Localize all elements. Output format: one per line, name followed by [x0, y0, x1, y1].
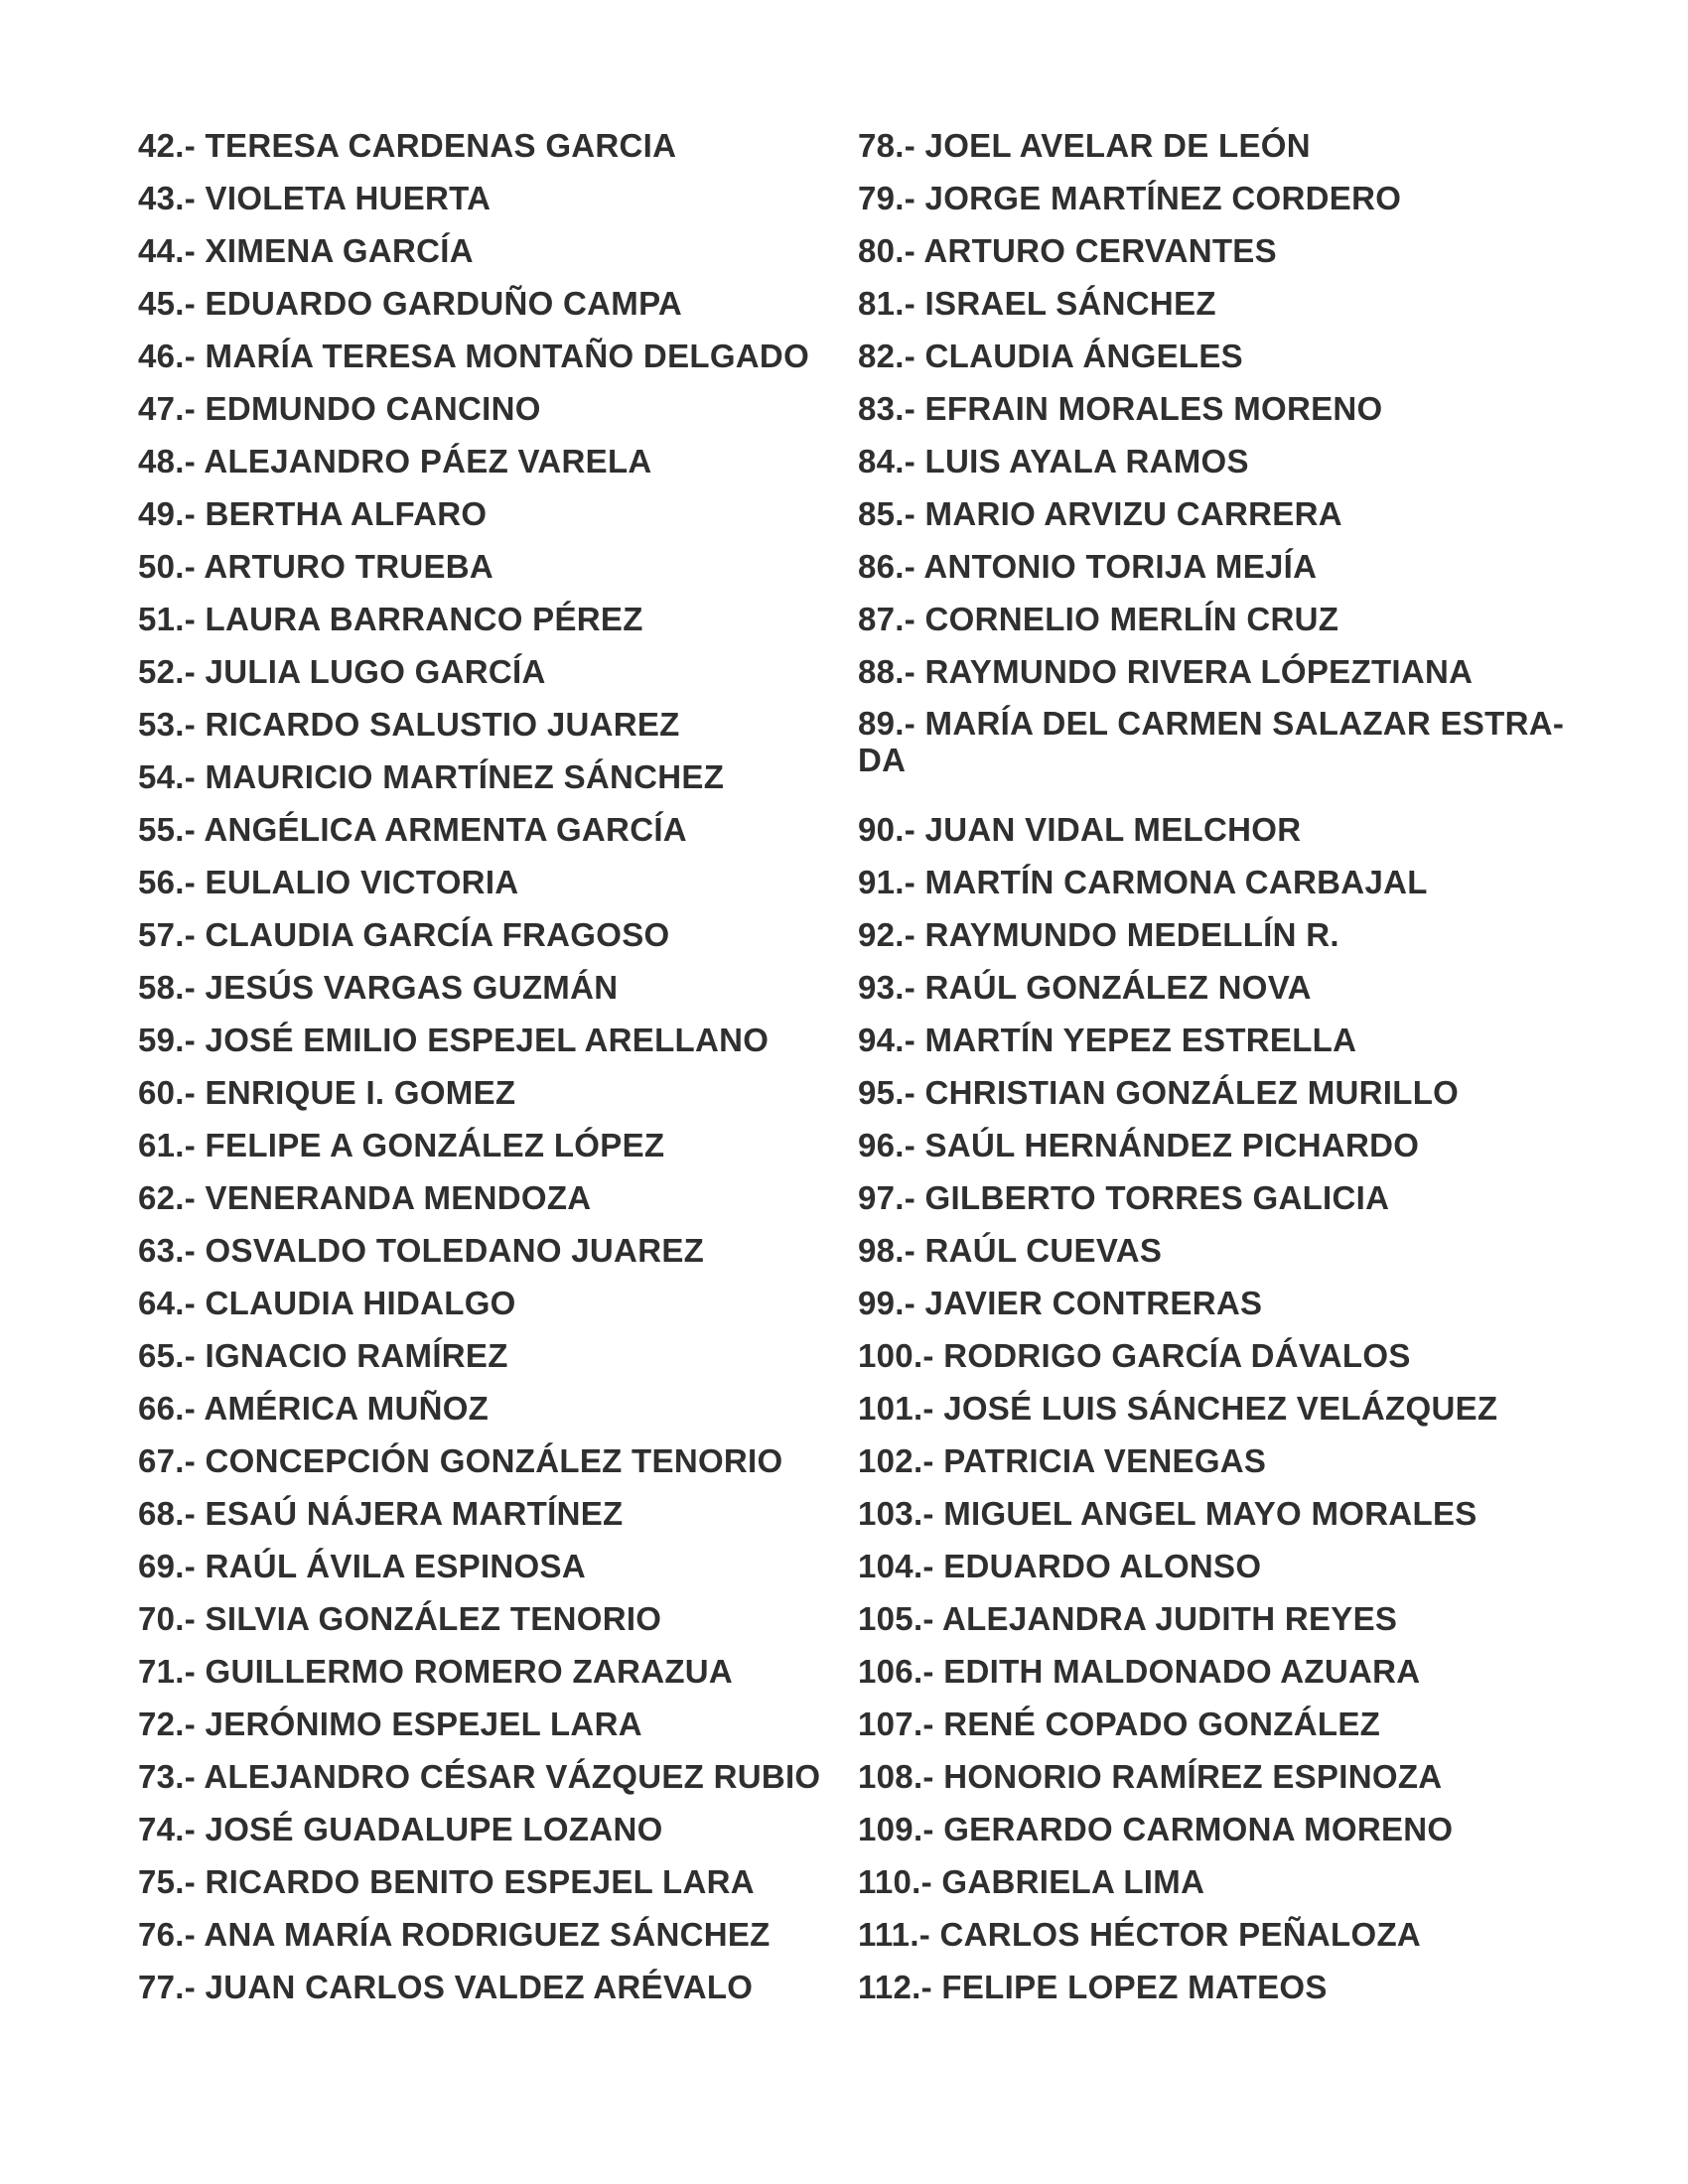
entry-name: GABRIELA LIMA: [941, 1863, 1205, 1900]
entry-number: 85.-: [858, 495, 916, 532]
entry-number: 107.-: [858, 1706, 934, 1742]
entry-number: 60.-: [138, 1074, 197, 1111]
entry-number: 59.-: [138, 1022, 197, 1058]
list-item: [858, 337, 1573, 389]
entry-name: ENRIQUE I. GOMEZ: [205, 1074, 516, 1111]
entry-name: ISRAEL SÁNCHEZ: [924, 285, 1216, 322]
list-item: [858, 1126, 1573, 1178]
entry-name: OSVALDO TOLEDANO JUAREZ: [205, 1232, 705, 1269]
list-item: [858, 1389, 1573, 1441]
list-item: [858, 1757, 1573, 1810]
entry-number: 91.-: [858, 864, 916, 900]
names-list-left-column: [138, 126, 833, 2020]
entry-number: 80.-: [858, 232, 916, 269]
list-item: [138, 179, 833, 231]
entry-name: EULALIO VICTORIA: [205, 864, 519, 900]
list-item: [858, 1178, 1573, 1231]
entry-name: ANGÉLICA ARMENTA GARCÍA: [204, 811, 687, 848]
entry-number: 105.-: [858, 1600, 934, 1637]
entry-number: 88.-: [858, 653, 916, 690]
list-item: [858, 915, 1573, 968]
list-item: [138, 1336, 833, 1389]
entry-number: 95.-: [858, 1074, 916, 1111]
entry-number: 109.-: [858, 1811, 934, 1847]
list-item: [138, 337, 833, 389]
list-item: [858, 1231, 1573, 1284]
entry-number: 93.-: [858, 969, 916, 1006]
list-item: [138, 1652, 833, 1705]
list-item: [138, 442, 833, 494]
list-item: [858, 600, 1573, 652]
entry-name: GUILLERMO ROMERO ZARAZUA: [205, 1653, 734, 1690]
list-item: [858, 863, 1573, 915]
entry-name: ANA MARÍA RODRIGUEZ SÁNCHEZ: [204, 1916, 771, 1953]
entry-number: 110.-: [858, 1863, 932, 1900]
entry-number: 45.-: [138, 285, 197, 322]
entry-number: 71.-: [138, 1653, 197, 1690]
entry-number: 112.-: [858, 1969, 932, 2005]
list-item: [858, 284, 1573, 337]
list-item: [858, 1599, 1573, 1652]
entry-name: GILBERTO TORRES GALICIA: [924, 1179, 1390, 1216]
list-item: [858, 442, 1573, 494]
entry-number: 43.-: [138, 180, 197, 216]
entry-name: MARTÍN YEPEZ ESTRELLA: [924, 1022, 1357, 1058]
entry-name: EDUARDO GARDUÑO CAMPA: [205, 285, 683, 322]
entry-name: RAÚL CUEVAS: [924, 1232, 1163, 1269]
entry-name: RENÉ COPADO GONZÁLEZ: [943, 1706, 1381, 1742]
list-item: [138, 1810, 833, 1862]
entry-number: 51.-: [138, 601, 197, 637]
entry-name: MAURICIO MARTÍNEZ SÁNCHEZ: [205, 758, 725, 795]
list-item: [858, 1441, 1573, 1494]
entry-number: 53.-: [138, 706, 197, 743]
list-item: [138, 231, 833, 284]
list-item: [858, 494, 1573, 547]
entry-name: JOEL AVELAR DE LEÓN: [924, 127, 1311, 164]
entry-number: 47.-: [138, 390, 197, 427]
entry-name: CLAUDIA GARCÍA FRAGOSO: [205, 916, 670, 953]
entry-name: MIGUEL ANGEL MAYO MORALES: [943, 1495, 1477, 1532]
list-item: [858, 389, 1573, 442]
entry-number: 106.-: [858, 1653, 934, 1690]
entry-name: MARÍA DEL CARMEN SALAZAR ESTRA-DA: [858, 705, 1565, 778]
list-item: [858, 547, 1573, 600]
list-item: [138, 915, 833, 968]
entry-number: 67.-: [138, 1442, 197, 1479]
entry-name: EFRAIN MORALES MORENO: [924, 390, 1383, 427]
entry-name: RICARDO SALUSTIO JUAREZ: [205, 706, 680, 743]
entry-number: 103.-: [858, 1495, 934, 1532]
entry-number: 58.-: [138, 969, 197, 1006]
list-item: [138, 1178, 833, 1231]
entry-name: CORNELIO MERLÍN CRUZ: [924, 601, 1339, 637]
entry-number: 62.-: [138, 1179, 197, 1216]
entry-name: JUAN VIDAL MELCHOR: [924, 811, 1302, 848]
entry-number: 46.-: [138, 338, 197, 374]
entry-name: CARLOS HÉCTOR PEÑALOZA: [939, 1916, 1422, 1953]
entry-name: ARTURO TRUEBA: [204, 548, 494, 585]
entry-number: 99.-: [858, 1285, 916, 1321]
entry-number: 79.-: [858, 180, 916, 216]
list-item: [858, 1336, 1573, 1389]
list-item: [138, 1284, 833, 1336]
list-item: [138, 1915, 833, 1968]
list-item: [138, 1021, 833, 1073]
list-item: [858, 968, 1573, 1021]
entry-name: FELIPE LOPEZ MATEOS: [941, 1969, 1328, 2005]
entry-number: 55.-: [138, 811, 197, 848]
list-item: [138, 1126, 833, 1178]
entry-name: MARÍA TERESA MONTAÑO DELGADO: [205, 338, 810, 374]
entry-number: 83.-: [858, 390, 916, 427]
entry-number: 77.-: [138, 1969, 197, 2005]
entry-number: 52.-: [138, 653, 197, 690]
list-item: [858, 1705, 1573, 1757]
list-item: [138, 284, 833, 337]
list-item: [138, 1073, 833, 1126]
entry-name: EDUARDO ALONSO: [943, 1548, 1262, 1584]
entry-name: JOSÉ EMILIO ESPEJEL ARELLANO: [205, 1022, 770, 1058]
entry-number: 92.-: [858, 916, 916, 953]
list-item: [138, 1441, 833, 1494]
entry-name: ALEJANDRO PÁEZ VARELA: [204, 443, 652, 479]
entry-name: ARTURO CERVANTES: [923, 232, 1277, 269]
entry-name: CONCEPCIÓN GONZÁLEZ TENORIO: [205, 1442, 783, 1479]
entry-number: 48.-: [138, 443, 197, 479]
entry-number: 49.-: [138, 495, 197, 532]
entry-name: RODRIGO GARCÍA DÁVALOS: [943, 1337, 1411, 1374]
entry-number: 44.-: [138, 232, 197, 269]
list-item: [138, 968, 833, 1021]
entry-number: 63.-: [138, 1232, 197, 1269]
entry-name: JESÚS VARGAS GUZMÁN: [205, 969, 619, 1006]
entry-name: MARTÍN CARMONA CARBAJAL: [924, 864, 1428, 900]
entry-name: ESAÚ NÁJERA MARTÍNEZ: [205, 1495, 624, 1532]
entry-name: LUIS AYALA RAMOS: [924, 443, 1249, 479]
entry-number: 64.-: [138, 1285, 197, 1321]
entry-number: 42.-: [138, 127, 197, 164]
entry-number: 98.-: [858, 1232, 916, 1269]
entry-number: 56.-: [138, 864, 197, 900]
entry-number: 74.-: [138, 1811, 197, 1847]
entry-number: 90.-: [858, 811, 916, 848]
entry-name: JOSÉ GUADALUPE LOZANO: [205, 1811, 663, 1847]
entry-number: 69.-: [138, 1548, 197, 1584]
entry-name: XIMENA GARCÍA: [205, 232, 474, 269]
entry-number: 87.-: [858, 601, 916, 637]
entry-name: CHRISTIAN GONZÁLEZ MURILLO: [924, 1074, 1460, 1111]
entry-number: 96.-: [858, 1127, 916, 1163]
list-item: [858, 1021, 1573, 1073]
list-item: [858, 231, 1573, 284]
entry-name: JAVIER CONTRERAS: [924, 1285, 1263, 1321]
list-item: [138, 1968, 833, 2020]
entry-number: 82.-: [858, 338, 916, 374]
list-item: [138, 863, 833, 915]
entry-number: 104.-: [858, 1548, 934, 1584]
list-item: [858, 1547, 1573, 1599]
entry-number: 73.-: [138, 1758, 197, 1795]
list-item: [858, 1862, 1573, 1915]
list-item: [858, 1494, 1573, 1547]
entry-name: RICARDO BENITO ESPEJEL LARA: [205, 1863, 755, 1900]
list-item: [138, 652, 833, 705]
list-item: [858, 1810, 1573, 1862]
list-item: [858, 705, 1573, 810]
entry-name: RAYMUNDO RIVERA LÓPEZTIANA: [924, 653, 1474, 690]
list-item: [138, 810, 833, 863]
entry-number: 100.-: [858, 1337, 934, 1374]
list-item: [138, 1705, 833, 1757]
list-item: [858, 126, 1573, 179]
entry-name: VENERANDA MENDOZA: [205, 1179, 592, 1216]
list-item: [138, 1599, 833, 1652]
entry-name: ALEJANDRO CÉSAR VÁZQUEZ RUBIO: [204, 1758, 821, 1795]
entry-number: 97.-: [858, 1179, 916, 1216]
list-item: [138, 600, 833, 652]
entry-number: 50.-: [138, 548, 197, 585]
entry-name: AMÉRICA MUÑOZ: [204, 1390, 490, 1427]
entry-number: 108.-: [858, 1758, 934, 1795]
list-item: [138, 1547, 833, 1599]
entry-number: 86.-: [858, 548, 916, 585]
entry-number: 94.-: [858, 1022, 916, 1058]
entry-number: 68.-: [138, 1495, 197, 1532]
entry-name: RAÚL ÁVILA ESPINOSA: [205, 1548, 586, 1584]
list-item: [138, 547, 833, 600]
entry-name: RAÚL GONZÁLEZ NOVA: [924, 969, 1312, 1006]
entry-name: BERTHA ALFARO: [205, 495, 488, 532]
entry-name: TERESA CARDENAS GARCIA: [205, 127, 677, 164]
list-item: [858, 1652, 1573, 1705]
entry-number: 81.-: [858, 285, 916, 322]
list-item: [138, 1389, 833, 1441]
entry-number: 70.-: [138, 1600, 197, 1637]
entry-name: JULIA LUGO GARCÍA: [205, 653, 546, 690]
list-item: [138, 1494, 833, 1547]
entry-name: IGNACIO RAMÍREZ: [205, 1337, 508, 1374]
entry-name: EDMUNDO CANCINO: [205, 390, 541, 427]
entry-number: 89.-: [858, 705, 916, 742]
entry-number: 111.-: [858, 1916, 931, 1953]
entry-name: LAURA BARRANCO PÉREZ: [205, 601, 643, 637]
entry-name: SAÚL HERNÁNDEZ PICHARDO: [924, 1127, 1420, 1163]
list-item: [138, 1231, 833, 1284]
entry-name: RAYMUNDO MEDELLÍN R.: [924, 916, 1339, 953]
entry-number: 76.-: [138, 1916, 197, 1953]
entry-name: JORGE MARTÍNEZ CORDERO: [924, 180, 1402, 216]
entry-number: 65.-: [138, 1337, 197, 1374]
entry-number: 66.-: [138, 1390, 197, 1427]
entry-number: 101.-: [858, 1390, 934, 1427]
entry-name: ANTONIO TORIJA MEJÍA: [923, 548, 1318, 585]
entry-number: 57.-: [138, 916, 197, 953]
list-item: [138, 494, 833, 547]
list-item: [138, 389, 833, 442]
names-list-right-column: [858, 126, 1573, 2020]
list-item: [138, 1757, 833, 1810]
entry-name: JOSÉ LUIS SÁNCHEZ VELÁZQUEZ: [943, 1390, 1498, 1427]
entry-name: CLAUDIA HIDALGO: [205, 1285, 516, 1321]
entry-number: 78.-: [858, 127, 916, 164]
entry-name: GERARDO CARMONA MORENO: [943, 1811, 1454, 1847]
list-item: [138, 1862, 833, 1915]
entry-number: 61.-: [138, 1127, 197, 1163]
entry-name: FELIPE A GONZÁLEZ LÓPEZ: [205, 1127, 665, 1163]
entry-number: 54.-: [138, 758, 197, 795]
entry-name: ALEJANDRA JUDITH REYES: [941, 1600, 1398, 1637]
list-item: [138, 705, 833, 757]
list-item: [858, 810, 1573, 863]
list-item: [858, 1284, 1573, 1336]
entry-name: SILVIA GONZÁLEZ TENORIO: [205, 1600, 662, 1637]
entry-name: VIOLETA HUERTA: [205, 180, 492, 216]
entry-name: CLAUDIA ÁNGELES: [924, 338, 1243, 374]
entry-number: 75.-: [138, 1863, 197, 1900]
entry-name: MARIO ARVIZU CARRERA: [924, 495, 1342, 532]
list-item: [138, 126, 833, 179]
entry-name: HONORIO RAMÍREZ ESPINOZA: [943, 1758, 1443, 1795]
list-item: [858, 1968, 1573, 2020]
list-item: [858, 179, 1573, 231]
entry-name: JERÓNIMO ESPEJEL LARA: [205, 1706, 642, 1742]
list-item: [858, 1915, 1573, 1968]
entry-name: PATRICIA VENEGAS: [943, 1442, 1267, 1479]
entry-name: EDITH MALDONADO AZUARA: [943, 1653, 1421, 1690]
entry-number: 102.-: [858, 1442, 934, 1479]
entry-number: 72.-: [138, 1706, 197, 1742]
entry-number: 84.-: [858, 443, 916, 479]
list-item: [138, 757, 833, 810]
entry-name: JUAN CARLOS VALDEZ ARÉVALO: [205, 1969, 754, 2005]
list-item: [858, 652, 1573, 705]
list-item: [858, 1073, 1573, 1126]
